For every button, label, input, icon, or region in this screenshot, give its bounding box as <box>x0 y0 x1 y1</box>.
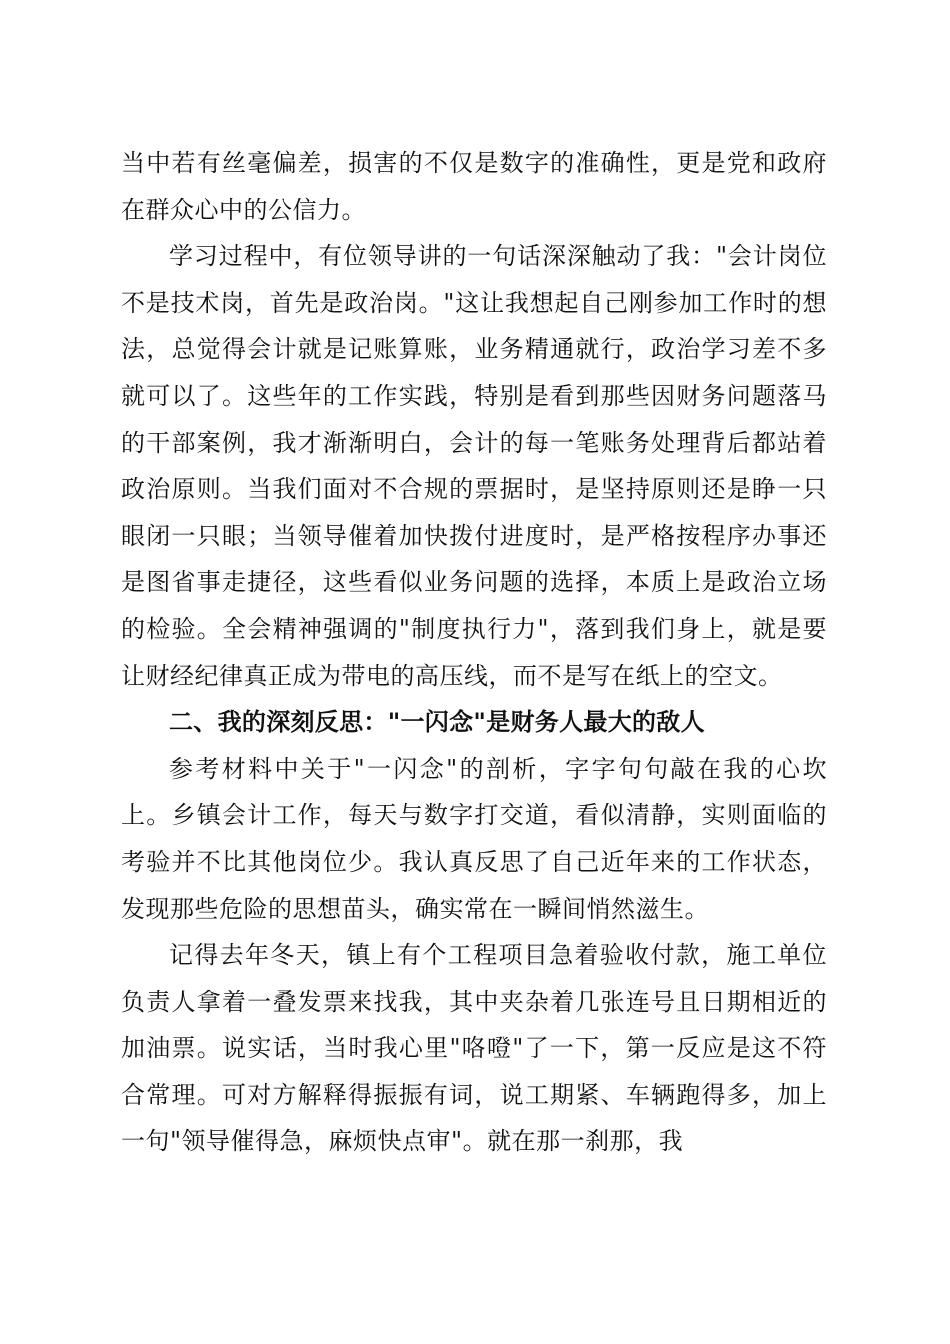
paragraph-political-post: 学习过程中，有位领导讲的一句话深深触动了我："会计岗位不是技术岗，首先是政治岗。"这让我想起自己刚参加工作时的想法，总觉得会计就是记账算账，业务精通就行，政治学习差不多就可以了。这些年的工作实践，特别是看到那些因财务问题落马的干部案例，我才渐渐明白，会计的每一笔账务处理背后都站着政治原则。当我们面对不合规的票据时，是坚持原则还是睁一只眼闭一只眼；当领导催着加快拨付进度时，是严格按程序办事还是图省事走捷径，这些看似业务问题的选择，本质上是政治立场的检验。全会精神强调的"制度执行力"，落到我们身上，就是要让财经纪律真正成为带电的高压线，而不是写在纸上的空文。 <box>121 242 827 690</box>
paragraph-continuation: 当中若有丝毫偏差，损害的不仅是数字的准确性，更是党和政府在群众心中的公信力。 <box>121 149 827 224</box>
section-heading-2: 二、我的深刻反思："一闪念"是财务人最大的敌人 <box>169 708 705 737</box>
paragraph-winter-case: 记得去年冬天，镇上有个工程项目急着验收付款，施工单位负责人拿着一叠发票来找我，其中夹杂着几张连号且日期相近的加油票。说实话，当时我心里"咯噔"了一下，第一反应是这不符合常理。可对方解释得振振有词，说工期紧、车辆跑得多，加上一句"领导催得急，麻烦快点审"。就在那一刹那，我 <box>121 941 827 1156</box>
paragraph-reflection: 参考材料中关于"一闪念"的剖析，字字句句敲在我的心坎上。乡镇会计工作，每天与数字打交道，看似清静，实则面临的考验并不比其他岗位少。我认真反思了自己近年来的工作状态，发现那些危险的思想苗头，确实常在一瞬间悄然滋生。 <box>121 754 827 923</box>
document-page <box>121 140 827 1165</box>
